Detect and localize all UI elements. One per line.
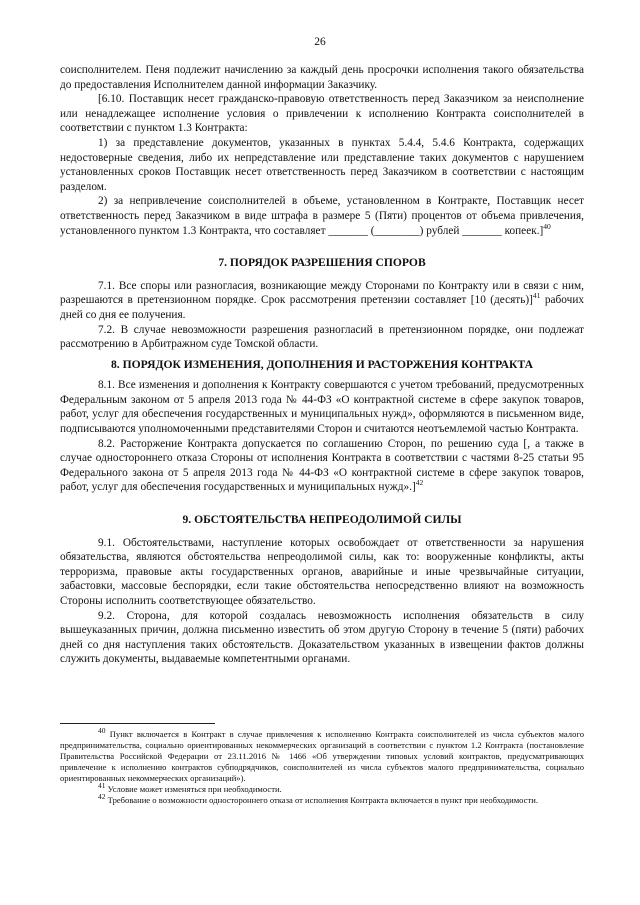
footnote-separator: [60, 723, 215, 724]
footnote-ref-41[interactable]: 41: [532, 291, 541, 301]
footnote-text: Требование о возможности одностороннего отказа от исполнения Контракта включается в пункт при необходимости.: [105, 795, 538, 805]
footnote-number: 42: [98, 792, 106, 802]
footnote-number: 40: [98, 726, 106, 736]
footnote-42: [60, 792, 584, 806]
paragraph-6-10-item-1: 1) за представление документов, указанных в пунктах 5.4.4, 5.4.6 Контракта, содержащих недостоверные сведения, либо их непредставление или представление таких документов с нарушением установленных сроков Поставщик несет ответственность перед Заказчиком в соответствии с настоящим разделом.: [60, 136, 584, 193]
paragraph-7-1-tail: рабочих дней со дня ее получения.: [60, 294, 585, 321]
paragraph-penalty-end: соисполнителем. Пеня подлежит начислению за каждый день просрочки исполнения такого обязательства до предоставления Исполнителем данной информации Заказчику.: [60, 64, 584, 91]
paragraph-8-2: [60, 437, 584, 495]
footnote-text: Условие может изменяться при необходимости.: [105, 784, 282, 794]
footnote-text: Пункт включается в Контракт в случае привлечения к исполнению Контракта соисполнителей из числа субъектов малого предпринимательства, социально ориентированных некоммерческих организаций в соответствии с пунктом 1.2 Контракта (постановление Правительства Российской Федерации от 23.11.2016 № 1466 «Об утверждении типовых условий контрактов, предусматривающих привлечение к исполнению контрактов субподрядчиков, соисполнителей из числа субъектов малого предпринимательства, социально ориентированных некоммерческих организаций»).: [60, 729, 584, 783]
footnotes: [60, 726, 584, 806]
section-7-heading: 7. ПОРЯДОК РАЗРЕШЕНИЯ СПОРОВ: [218, 256, 426, 270]
paragraph-6-10-item-2-text: 2) за непривлечение соисполнителей в объеме, установленном в Контракте, Поставщик несет ответственность перед Заказчиком в виде штрафа в размере 5 (Пяти) процентов от объема привлечения, установленного пунктом 1.3 Контракта, что составляет _______ (________) рублей _______ копеек.]: [60, 195, 584, 237]
paragraph-8-1: 8.1. Все изменения и дополнения к Контракту совершаются с учетом требований, предусмотренных Федеральным законом от 5 апреля 2013 года № 44-ФЗ «О контрактной системе в сфере закупок товаров, работ, услуг для обеспечения государственных и муниципальных нужд», оформляются в письменном виде, подписываются уполномоченными представителями Сторон и считаются неотъемлемой частью Контракта.: [60, 379, 584, 436]
paragraph-6-10-item-2: [60, 194, 584, 238]
paragraph-9-1: 9.1. Обстоятельствами, наступление которых освобождает от ответственности за нарушения обязательства, являются обстоятельства непреодолимой силы, как то: вооруженные конфликты, акты терроризма, правовые акты государственных органов, аварийные и иные чрезвычайные ситуации, забастовки, массовые беспорядки, если такие обстоятельства непосредственно влияют на возможность Стороны исполнить соответствующее обязательство.: [60, 536, 584, 607]
paragraph-8-2-text: 8.2. Расторжение Контракта допускается по соглашению Сторон, по решению суда [, а также в случае одностороннего отказа Стороны от исполнения Контракта в соответствии с частями 8-25 статьи 95 Федерального закона от 5 апреля 2013 года № 44-ФЗ «О контрактной системе в сфере закупок товаров, работ, услуг для обеспечения государственных и муниципальных нужд».]: [60, 437, 584, 494]
footnote-ref-42[interactable]: 42: [415, 478, 424, 488]
section-8-heading: 8. ПОРЯДОК ИЗМЕНЕНИЯ, ДОПОЛНЕНИЯ И РАСТОРЖЕНИЯ КОНТРАКТА: [111, 357, 533, 371]
paragraph-9-2: 9.2. Сторона, для которой создалась невозможность исполнения обязательств в силу вышеуказанных причин, должна письменно известить об этом другую Сторону в течение 5 (пяти) рабочих дней со дня наступления таких обстоятельств. Доказательством указанных в извещении фактов должны служить документы, выдаваемые компетентными органами.: [60, 609, 584, 666]
footnote-number: 41: [98, 781, 106, 791]
paragraph-7-1-text: 7.1. Все споры или разногласия, возникающие между Сторонами по Контракту или в связи с ним, разрешаются в претензионном порядке. Срок рассмотрения претензии составляет [10 (десять)]: [60, 279, 584, 307]
page-number: 26: [314, 36, 326, 48]
footnote-ref-40[interactable]: 40: [543, 221, 551, 231]
paragraph-7-2: 7.2. В случае невозможности разрешения разногласий в претензионном порядке, они подлежат рассмотрению в Арбитражном суде Томской области.: [60, 323, 584, 351]
footnote-41: [60, 781, 584, 795]
section-9-heading: 9. ОБСТОЯТЕЛЬСТВА НЕПРЕОДОЛИМОЙ СИЛЫ: [182, 513, 462, 527]
document-body: [60, 63, 584, 667]
footnote-40: [60, 726, 584, 784]
paragraph-6-10: [6.10. Поставщик несет гражданско-правовую ответственность перед Заказчиком за неисполнение или ненадлежащее исполнение условия о привлечении к исполнению Контракта соисполнителей в соответствии с пунктом 1.3 Контракта:: [60, 93, 584, 135]
paragraph-7-1: [60, 279, 584, 323]
